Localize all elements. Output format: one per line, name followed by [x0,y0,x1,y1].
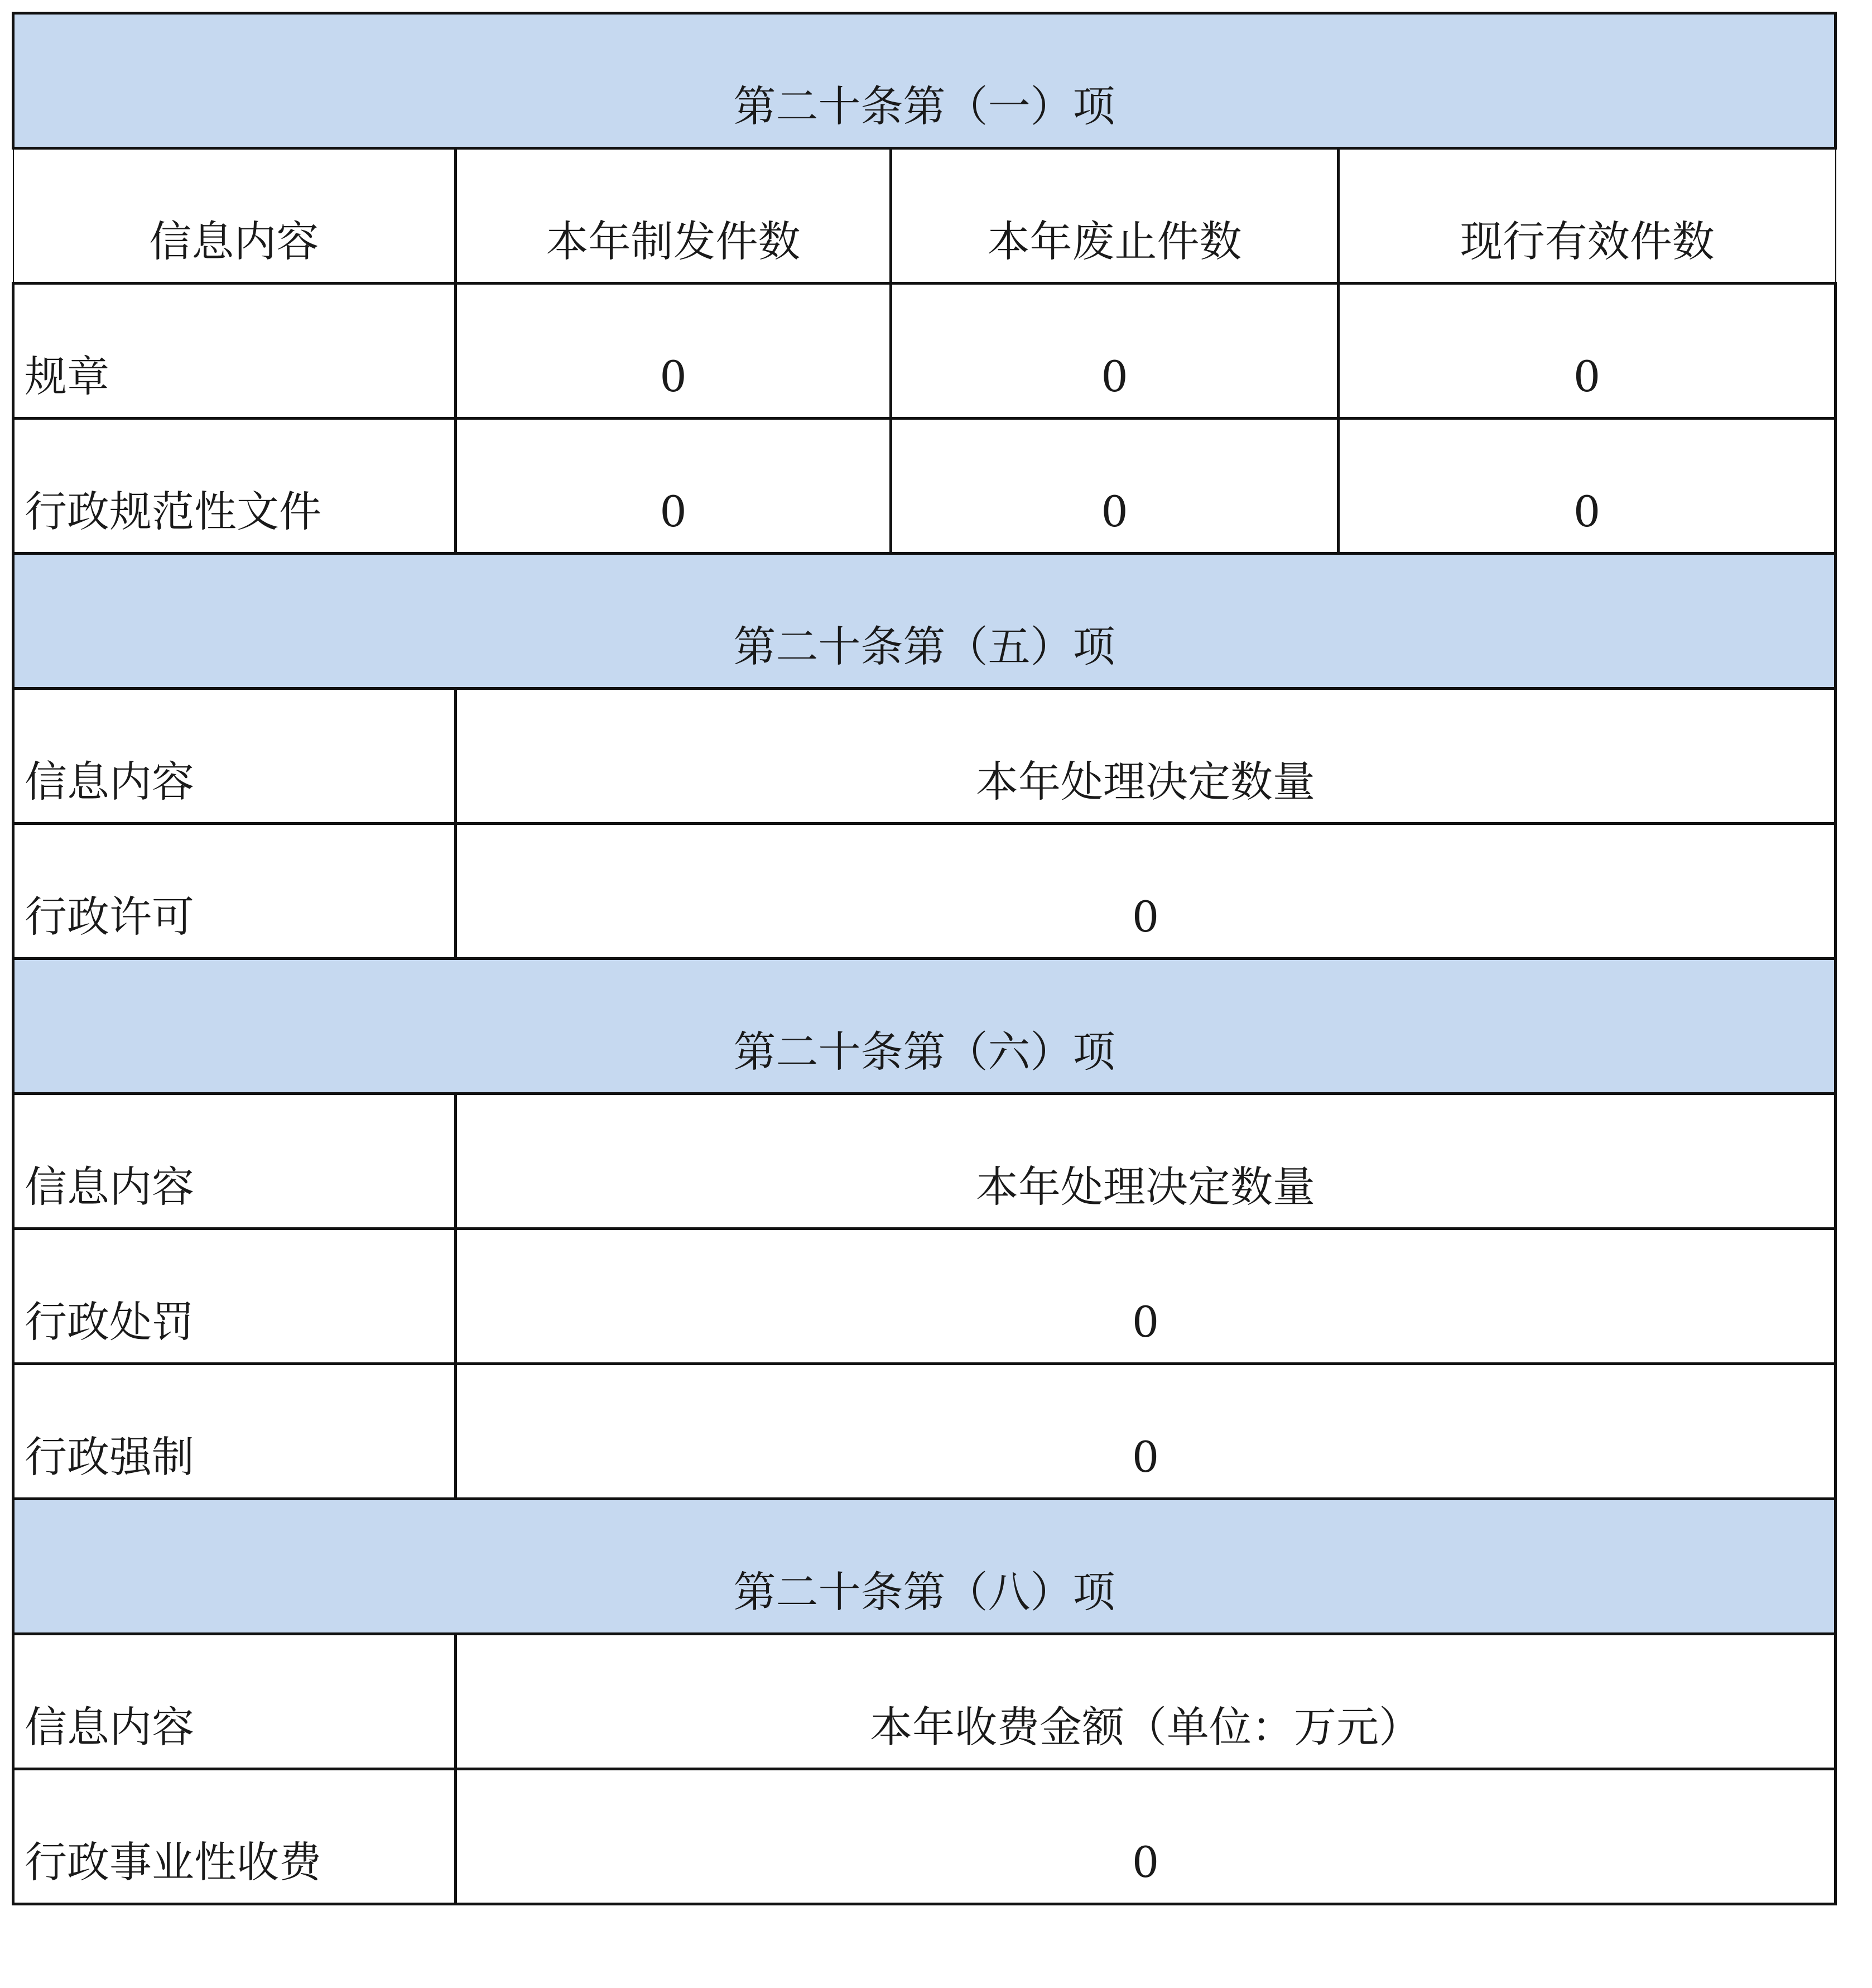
cell-value: 0 [456,1229,1836,1364]
column-header: 本年废止件数 [891,148,1339,284]
row-label: 行政许可 [13,824,456,959]
column-header: 本年收费金额（单位：万元） [456,1634,1836,1769]
column-header-row [13,148,1836,284]
section-header-row [13,554,1836,689]
section-header-row [13,13,1836,148]
column-header: 现行有效件数 [1339,148,1836,284]
cell-value: 0 [456,419,891,554]
cell-value: 0 [456,284,891,419]
table-row [13,284,1836,419]
section-title: 第二十条第（五）项 [13,554,1836,689]
column-header: 信息内容 [13,148,456,284]
disclosure-table [12,12,1837,1905]
column-header: 本年处理决定数量 [456,1094,1836,1229]
cell-value: 0 [1339,419,1836,554]
cell-value: 0 [1339,284,1836,419]
column-header-row [13,689,1836,824]
cell-value: 0 [456,824,1836,959]
section-title: 第二十条第（八）项 [13,1499,1836,1634]
cell-value: 0 [456,1364,1836,1499]
row-label: 行政处罚 [13,1229,456,1364]
cell-value: 0 [891,419,1339,554]
table-row [13,419,1836,554]
cell-value: 0 [891,284,1339,419]
column-header: 信息内容 [13,1094,456,1229]
cell-value: 0 [456,1769,1836,1904]
column-header: 本年制发件数 [456,148,891,284]
section-title: 第二十条第（一）项 [13,13,1836,148]
section-header-row [13,959,1836,1094]
section-title: 第二十条第（六）项 [13,959,1836,1094]
row-label: 行政事业性收费 [13,1769,456,1904]
column-header-row [13,1094,1836,1229]
section-header-row [13,1499,1836,1634]
table-row [13,1229,1836,1364]
row-label: 行政规范性文件 [13,419,456,554]
column-header-row [13,1634,1836,1769]
row-label: 行政强制 [13,1364,456,1499]
column-header: 信息内容 [13,1634,456,1769]
table-row [13,1364,1836,1499]
column-header: 信息内容 [13,689,456,824]
table-row [13,824,1836,959]
row-label: 规章 [13,284,456,419]
table-row [13,1769,1836,1904]
column-header: 本年处理决定数量 [456,689,1836,824]
